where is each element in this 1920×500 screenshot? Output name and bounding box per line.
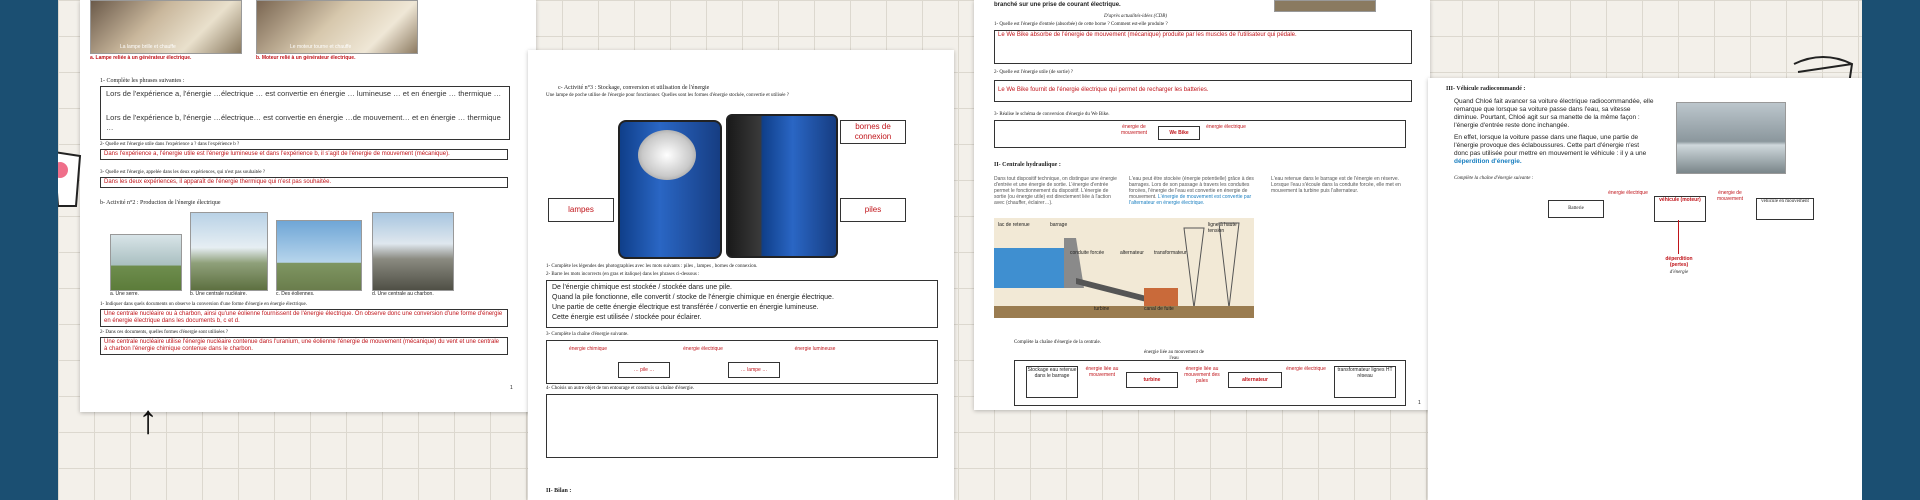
loss-arrow (1678, 220, 1679, 254)
question-p3-4: Complète la chaîne d'énergie de la centrale. (1014, 340, 1102, 345)
column-3: L'eau retenue dans le barrage est de l'énergie en réserve. Lorsque l'eau s'écoule dans la conduite forcée, elle met en mouvement la turbine puis l'alternateur. (1271, 176, 1401, 194)
answer-1a: Lors de l'expérience a, l'énergie …électrique … est convertie en énergie … lumineuse … et en énergie … thermique … (106, 89, 502, 98)
column-1: Dans tout dispositif technique, on distingue une énergie d'entrée et une énergie de sortie. L'énergie d'entrée permet le fonctionnement du dispositif. L'énergie de sortie (ou énergie utile) est directement liée à l'action avec (chauffer, éclairer…). (994, 176, 1117, 206)
answer-box-3: Dans les deux expériences, il apparaît de l'énergie thermique qui n'est pas souhaitée. (100, 177, 508, 188)
label-bornes-connexion: bornes de connexion (840, 120, 906, 144)
chain-lampe: … lampe … (728, 362, 780, 378)
answer-box-4: Une centrale nucléaire ou à charbon, ainsi qu'une éolienne fournissent de l'énergie électrique. On observe donc une conversion d'une forme d'énergie en énergie électrique dans les documents b, c et d. (100, 309, 508, 327)
section-vehicule: III- Véhicule radiocommandé : (1446, 86, 1526, 92)
chain-mouvement: énergie de mouvement (1120, 124, 1148, 136)
arrow-up-icon: ↑ (138, 398, 158, 442)
column-2-text: L'eau peut être stockée (énergie potentielle) grâce à des barrages. Lors de son passage à travers les conduites forcées, l'énergie de l'eau est convertie en énergie de mouvement. (1129, 176, 1254, 200)
chain-label-electric: énergie électrique (1286, 366, 1326, 372)
sentence-1: De l'énergie chimique est stockée / stockée dans une pile. (552, 284, 732, 291)
flashlight-photo-open (726, 114, 838, 258)
page-number-1: 1 (510, 385, 513, 391)
question-p4: Complète la chaîne d'énergie suivante : (1454, 176, 1534, 181)
answer-box-2: Dans l'expérience a, l'énergie utile est l'énergie lumineuse et dans l'expérience b, il s'agit de l'énergie de mouvement (mécanique). (100, 149, 508, 160)
figure-a-caption: a. Lampe reliée à un générateur électrique. (90, 55, 192, 61)
diagram-label-alternateur: alternateur (1120, 250, 1144, 256)
chain-label-pales: énergie liée au mouvement des pales (1184, 366, 1220, 384)
diagram-label-canal: canal de fuite (1144, 306, 1174, 312)
coffee-cup-icon (58, 150, 90, 210)
chain-energy-light: énergie lumineuse (794, 346, 836, 352)
flashlight-lens (638, 130, 696, 180)
sentence-3: Une partie de cette énergie électrique est transférée / convertie en énergie lumineuse. (552, 304, 819, 311)
question-p2-1: 1- Complète les légendes des photographies avec les mots suivants : piles , lampes , bornes de connexion. (546, 264, 758, 269)
chain-box-transfo: transformateur lignes HT réseau (1334, 366, 1396, 398)
photo-caption-d: d. Une centrale au charbon. (372, 291, 434, 297)
sentence-2: Quand la pile fonctionne, elle convertit / stocke de l'énergie chimique en énergie électrique. (552, 294, 834, 301)
photo-coal-plant (372, 212, 454, 291)
label-lampes: lampes (548, 198, 614, 222)
photo-caption-b: b. Une centrale nucléaire. (190, 291, 247, 297)
paragraph-2 (1454, 134, 1654, 166)
column-2 (1129, 176, 1259, 206)
canvas (58, 0, 1862, 500)
diagram-label-lac: lac de retenue (998, 222, 1030, 228)
photo-caption-a: a. Une serre. (110, 291, 139, 297)
diagram-label-turbine: turbine (1094, 306, 1110, 312)
question-p2-4: 4- Choisis un autre objet de ton entourage et construis sa chaîne d'énergie. (546, 386, 695, 391)
diagram-label-transformateur: transformateur (1154, 250, 1187, 256)
diagram-label-ligne: ligne à haute tension (1208, 222, 1237, 234)
document-page-1 (80, 0, 536, 412)
chain-box-alternateur: alternateur (1228, 372, 1282, 388)
activity-3-title: c- Activité n°3 : Stockage, conversion et utilisation de l'énergie (558, 85, 710, 91)
paragraph-2-text: En effet, lorsque la voiture passe dans une flaque, une partie de l'énergie provoque des éclaboussures. Cette part d'énergie n'est donc pas utilisée pour mettre en mouvement le véhicule : il y a une (1454, 134, 1647, 157)
chain-box-batterie: Batterie (1548, 200, 1604, 218)
chain-box-turbine: turbine (1126, 372, 1178, 388)
chain-webike: We Bike (1158, 126, 1200, 140)
document-page-3 (974, 0, 1430, 410)
question-2: 2- Quelle est l'énergie utile dans l'expérience a ? dans l'expérience b ? (100, 142, 240, 147)
question-p3-3: 3- Réalise le schéma de conversion d'énergie du We Bike. (994, 112, 1110, 117)
question-5: 2- Dans ces documents, quelles formes d'énergie sont utilisées ? (100, 330, 228, 335)
chain-box-stockage: Stockage eau retenue dans le barrage (1026, 366, 1078, 398)
rc-car-photo (1676, 102, 1786, 174)
column-2-highlight: L'énergie de mouvement est convertie par l'alternateur en énergie électrique. (1129, 194, 1252, 206)
photo-greenhouse (110, 234, 182, 291)
answer-box-p2-4 (546, 394, 938, 458)
photo-wind-turbines (276, 220, 362, 291)
chain-label-electrique: énergie électrique (1608, 190, 1648, 196)
answer-box-5: Une centrale nucléaire utilise l'énergie nucléaire contenue dans l'uranium, une éolienne l'énergie de mouvement (mécanique) du vent et une centrale à charbon l'énergie chimique contenue dans le charbon. (100, 337, 508, 355)
lamp-caption: La lampe brille et chauffe (120, 44, 176, 50)
document-page-2 (528, 50, 954, 500)
answer-p3-2: Le We Bike fournit de l'énergie électrique qui permet de recharger les batteries. (994, 80, 1412, 102)
chain-box-vehicule: véhicule (moteur) (1654, 196, 1706, 222)
section-activity-2: b- Activité n°2 : Production de l'énergie électrique (100, 200, 221, 206)
source-line: D'après actualités-idées (CDB) (1104, 14, 1168, 19)
chain-label-mouvement-p4: énergie de mouvement (1716, 190, 1744, 202)
diagram-label-conduite: conduite forcée (1070, 250, 1105, 256)
chain-pile: … pile … (618, 362, 670, 378)
photo-nuclear-plant (190, 212, 268, 291)
chain-electric: énergie électrique (1206, 124, 1246, 130)
section-hydraulique: II- Centrale hydraulique : (994, 162, 1061, 168)
answer-p3-1: Le We Bike absorbe de l'énergie de mouvement (mécanique) produite par les muscles de l'utilisateur qui pédale. (994, 30, 1412, 64)
question-1: 1- Complète les phrases suivantes : (100, 78, 185, 84)
chain-energy-chemical: énergie chimique (568, 346, 608, 352)
chain-label-mouvement: énergie liée au mouvement (1085, 366, 1119, 378)
photo-caption-c: c. Des éoliennes. (276, 291, 315, 297)
sentence-4: Cette énergie est utilisée / stockée pour éclairer. (552, 314, 702, 321)
question-p3-1: 1- Quelle est l'énergie d'entrée (absorbée) de cette borne ? Comment est-elle produite ? (994, 22, 1168, 27)
answer-1b: Lors de l'expérience b, l'énergie …électrique… est convertie en énergie …de mouvement… et en énergie … thermique … (106, 113, 501, 132)
question-p3-2: 2- Quelle est l'énergie utile (de sortie) ? (994, 70, 1073, 75)
chain-energy-electric: énergie électrique (683, 346, 723, 352)
motor-caption: Le moteur tourne et chauffe (290, 44, 352, 50)
webike-photo (1274, 0, 1376, 12)
chain-box-vehicule-mouvement: véhicule en mouvement (1756, 198, 1814, 220)
question-p2-3: 3- Complète la chaîne d'énergie suivante. (546, 332, 629, 337)
document-page-4 (1428, 78, 1862, 500)
diagram-label-barrage: barrage (1050, 222, 1068, 228)
paragraph-2-highlight: déperdition d'énergie. (1454, 158, 1522, 165)
chain-box-p3 (994, 120, 1406, 148)
activity-3-subtitle: Une lampe de poche utilise de l'énergie pour fonctionner. Quelles sont les formes d'énergie stockée, convertie et utilisée ? (546, 93, 789, 98)
page-number-3: 1 (1418, 400, 1421, 406)
bilan-title: II- Bilan : (546, 488, 572, 494)
question-p2-2: 2- Barre les mots incorrects (en gras et italique) dans les phrases ci-dessous : (546, 272, 700, 277)
paragraph-1: Quand Chloé fait avancer sa voiture électrique radiocommandée, elle remarque que lorsque sa voiture passe dans l'eau, sa vitesse diminue. Pourtant, Chloé agit sur sa manette de la même façon : l'énergie d'entrée reste donc inchangée. (1454, 98, 1654, 129)
chain-label-water: énergie liée au mouvement de l'eau (1144, 350, 1204, 361)
question-3: 3- Quelle est l'énergie, appelée dans les deux expériences, qui n'est pas souhaitée ? (100, 170, 266, 175)
loss-sublabel: d'énergie (1669, 270, 1689, 275)
label-piles: piles (840, 198, 906, 222)
loss-label: déperdition (pertes) (1665, 256, 1693, 268)
question-4: 1- Indiquer dans quels documents on observe la conversion d'une forme d'énergie en énergie électrique. (100, 302, 307, 307)
figure-b-caption: b. Moteur relié à un générateur électrique. (256, 55, 356, 61)
page-3-top-text: branché sur une prise de courant électrique. (994, 2, 1121, 8)
